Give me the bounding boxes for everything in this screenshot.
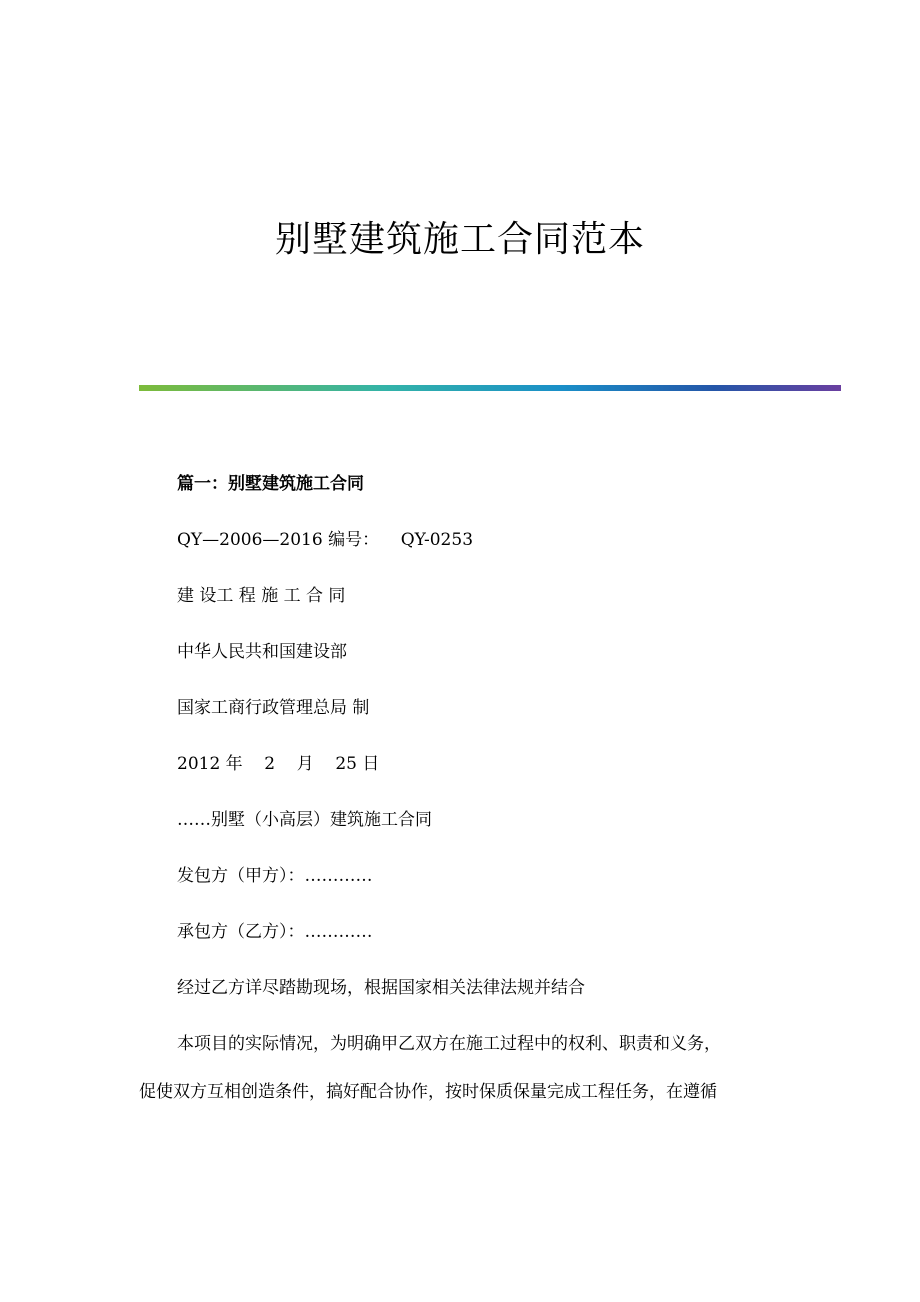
gradient-divider bbox=[139, 385, 841, 391]
party-a-line: 发包方（甲方）：………… bbox=[177, 866, 373, 886]
date-line: 2012 年 2 月 25 日 bbox=[177, 754, 380, 774]
issuer-bureau-line: 国家工商行政管理总局 制 bbox=[177, 698, 370, 718]
section-heading: 篇一：别墅建筑施工合同 bbox=[177, 474, 364, 494]
paragraph-line-1: 本项目的实际情况，为明确甲乙双方在施工过程中的权利、职责和义务， bbox=[177, 1034, 721, 1054]
contract-name-line: ……别墅（小高层）建筑施工合同 bbox=[177, 810, 432, 830]
contract-number-line: QY—2006—2016 编号： QY-0253 bbox=[177, 530, 474, 550]
preamble-line: 经过乙方详尽踏勘现场，根据国家相关法律法规并结合 bbox=[177, 978, 585, 998]
issuer-ministry-line: 中华人民共和国建设部 bbox=[177, 642, 347, 662]
party-b-line: 承包方（乙方）：………… bbox=[177, 922, 373, 942]
contract-type-line: 建 设工 程 施 工 合 同 bbox=[177, 586, 346, 606]
document-title: 别墅建筑施工合同范本 bbox=[274, 219, 645, 260]
paragraph-line-2: 促使双方互相创造条件，搞好配合协作，按时保质保量完成工程任务，在遵循 bbox=[139, 1082, 717, 1102]
